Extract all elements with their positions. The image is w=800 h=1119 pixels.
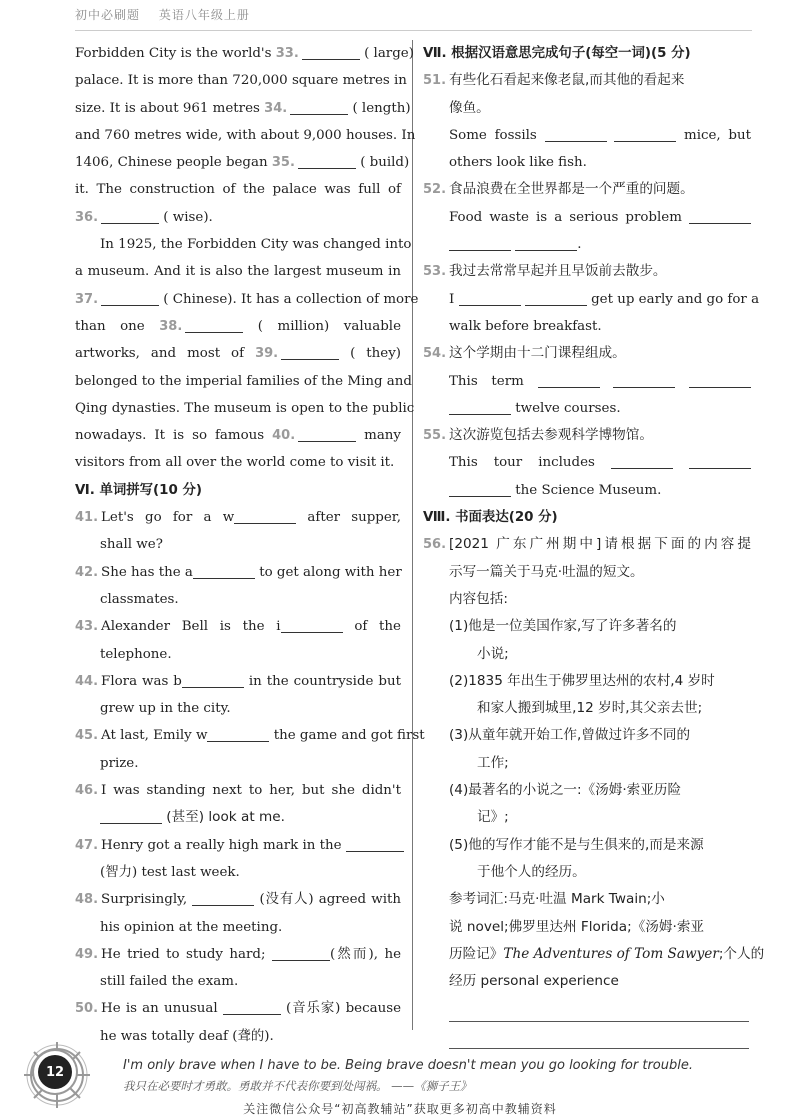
passage-line: and 760 metres wide, with about 9,000 houses. In bbox=[75, 127, 416, 143]
question-line: 像鱼。 bbox=[449, 99, 490, 116]
passage-line: 1406, Chinese people began 35. ( build) bbox=[75, 155, 410, 171]
question-41: 41. Let's go for a w after supper, bbox=[75, 510, 401, 526]
question-line: telephone. bbox=[100, 646, 172, 662]
passage-line: In 1925, the Forbidden City was changed into bbox=[100, 237, 412, 253]
question-42: 42. She has the a to get along with her bbox=[75, 564, 402, 580]
section-title: Ⅶ. 根据汉语意思完成句子(每空一词)(5 分) bbox=[423, 46, 691, 61]
passage-line: than one 38. ( million) valuable bbox=[75, 318, 401, 334]
question-line: the Science Museum. bbox=[423, 477, 751, 504]
question-line: I get up early and go for a bbox=[449, 291, 760, 307]
vocab-line: 历险记》The Adventures of Tom Sawyer;个人的 bbox=[449, 945, 765, 962]
question-line: classmates. bbox=[100, 591, 179, 607]
answer-blank[interactable] bbox=[614, 127, 676, 142]
answer-blank[interactable] bbox=[449, 482, 511, 497]
question-line: (甚至) look at me. bbox=[75, 804, 401, 831]
answer-blank[interactable] bbox=[290, 100, 348, 115]
page-number-badge: 12 bbox=[38, 1055, 72, 1089]
header-divider bbox=[75, 30, 752, 31]
answer-blank[interactable] bbox=[281, 618, 343, 633]
prompt-item: 于他个人的经历。 bbox=[477, 863, 586, 880]
answer-blank[interactable] bbox=[302, 45, 360, 60]
writing-line[interactable] bbox=[449, 1022, 749, 1049]
answer-blank[interactable] bbox=[525, 291, 587, 306]
vocab-line: 说 novel;佛罗里达州 Florida;《汤姆·索亚 bbox=[449, 918, 705, 935]
question-line: prize. bbox=[100, 755, 139, 771]
question-49: 49. He tried to study hard; (然而), he bbox=[75, 946, 401, 962]
answer-blank[interactable] bbox=[272, 946, 330, 961]
passage-line: belonged to the imperial families of the Ming and bbox=[75, 373, 412, 389]
quote-english: I'm only brave when I have to be. Being brave doesn't mean you go looking for trouble. bbox=[123, 1058, 693, 1073]
passage-line: 37. ( Chinese). It has a collection of more bbox=[75, 291, 419, 307]
question-line: his opinion at the meeting. bbox=[100, 919, 283, 935]
quote-chinese: 我只在必要时才勇敢。勇敢并不代表你要到处闯祸。 ——《狮子王》 bbox=[123, 1079, 472, 1093]
answer-blank[interactable] bbox=[182, 673, 244, 688]
passage-line: palace. It is more than 720,000 square metres in bbox=[75, 73, 407, 89]
answer-blank[interactable] bbox=[538, 373, 600, 388]
question-line: still failed the exam. bbox=[100, 974, 239, 990]
question-55: 55. 这次游览包括去参观科学博物馆。 bbox=[423, 427, 653, 444]
passage-line: a museum. And it is also the largest museum in bbox=[75, 264, 401, 280]
passage-line: it. The construction of the palace was full of bbox=[75, 182, 401, 198]
answer-blank[interactable] bbox=[192, 891, 254, 906]
passage-line: nowadays. It is so famous 40. many bbox=[75, 428, 401, 444]
footer-notice: 关注微信公众号“初高教辅站”获取更多初高中教辅资料 bbox=[243, 1102, 557, 1116]
answer-blank[interactable] bbox=[689, 209, 751, 224]
answer-blank[interactable] bbox=[613, 373, 675, 388]
left-column bbox=[75, 40, 425, 1050]
question-51: 51. 有些化石看起来像老鼠,而其他的看起来 bbox=[423, 72, 685, 89]
answer-blank[interactable] bbox=[207, 727, 269, 742]
passage-line: Qing dynasties. The museum is open to the public bbox=[75, 400, 415, 416]
answer-blank[interactable] bbox=[234, 509, 296, 524]
vocab-line: 参考词汇:马克·吐温 Mark Twain;小 bbox=[449, 891, 665, 908]
question-50: 50. He is an unusual (音乐家) because bbox=[75, 1001, 401, 1017]
section-title: Ⅵ. 单词拼写(10 分) bbox=[75, 482, 202, 498]
section-title: Ⅷ. 书面表达(20 分) bbox=[423, 510, 558, 526]
question-line: This tour includes bbox=[423, 449, 751, 476]
passage-line: artworks, and most of 39. ( they) bbox=[75, 346, 401, 362]
question-line: he was totally deaf (聋的). bbox=[100, 1028, 274, 1044]
answer-blank[interactable] bbox=[459, 291, 521, 306]
question-48: 48. Surprisingly, (没有人) agreed with bbox=[75, 892, 401, 908]
question-line: (智力) test last week. bbox=[100, 864, 240, 880]
answer-blank[interactable] bbox=[545, 127, 607, 142]
question-line: 示写一篇关于马克·吐温的短文。 bbox=[449, 563, 644, 580]
answer-blank[interactable] bbox=[611, 454, 673, 469]
question-54: 54. 这个学期由十二门课程组成。 bbox=[423, 345, 626, 362]
right-column bbox=[423, 40, 765, 1049]
answer-blank[interactable] bbox=[449, 236, 511, 251]
answer-blank[interactable] bbox=[281, 345, 339, 360]
series-title: 初中必刷题 bbox=[75, 8, 141, 22]
prompt-item: (3)从童年就开始工作,曾做过许多不同的 bbox=[449, 727, 691, 744]
prompt-item: (4)最著名的小说之一:《汤姆·索亚历险 bbox=[449, 782, 682, 799]
writing-line[interactable] bbox=[449, 995, 749, 1022]
question-47: 47. Henry got a really high mark in the bbox=[75, 832, 401, 859]
question-43: 43. Alexander Bell is the i of the bbox=[75, 619, 401, 635]
question-line: others look like fish. bbox=[449, 155, 587, 171]
prompt-item: 小说; bbox=[477, 645, 509, 662]
prompt-item: 记》; bbox=[477, 809, 509, 826]
question-line: This term bbox=[423, 368, 751, 395]
question-line: walk before breakfast. bbox=[449, 318, 602, 334]
answer-blank[interactable] bbox=[515, 236, 577, 251]
prompt-item: 和家人搬到城里,12 岁时,其父亲去世; bbox=[477, 700, 703, 717]
answer-blank[interactable] bbox=[101, 291, 159, 306]
answer-blank[interactable] bbox=[449, 400, 511, 415]
question-line: shall we? bbox=[100, 537, 163, 553]
question-line: 内容包括: bbox=[449, 590, 508, 607]
answer-blank[interactable] bbox=[689, 454, 751, 469]
page-header bbox=[75, 6, 264, 23]
question-line: Food waste is a serious problem bbox=[423, 204, 751, 231]
question-line: . bbox=[423, 231, 751, 258]
question-44: 44. Flora was b in the countryside but bbox=[75, 673, 401, 689]
answer-blank[interactable] bbox=[298, 427, 356, 442]
prompt-item: 工作; bbox=[477, 754, 509, 771]
question-46: 46. I was standing next to her, but she didn't bbox=[75, 783, 401, 799]
question-line: twelve courses. bbox=[423, 395, 751, 422]
answer-blank[interactable] bbox=[185, 318, 243, 333]
question-45: 45. At last, Emily w the game and got first bbox=[75, 728, 425, 744]
passage-line: 36. ( wise). bbox=[75, 209, 213, 225]
question-line: grew up in the city. bbox=[100, 701, 231, 717]
prompt-item: (2)1835 年出生于佛罗里达州的农村,4 岁时 bbox=[449, 672, 715, 689]
answer-blank[interactable] bbox=[223, 1000, 281, 1015]
answer-blank[interactable] bbox=[346, 837, 404, 852]
column-divider bbox=[412, 40, 413, 1030]
answer-blank[interactable] bbox=[298, 154, 356, 169]
answer-blank[interactable] bbox=[193, 564, 255, 579]
answer-blank[interactable] bbox=[689, 373, 751, 388]
vocab-line: 经历 personal experience bbox=[449, 973, 619, 990]
answer-blank[interactable] bbox=[100, 809, 162, 824]
book-title: 英语八年级上册 bbox=[158, 8, 250, 22]
passage-line: visitors from all over the world come to visit it. bbox=[75, 455, 395, 471]
passage-line: Forbidden City is the world's 33. ( large) bbox=[75, 46, 414, 61]
passage-line: size. It is about 961 metres 34. ( length) bbox=[75, 100, 411, 116]
question-52: 52. 食品浪费在全世界都是一个严重的问题。 bbox=[423, 181, 694, 198]
question-56: 56. [2021 广东广州期中]请根据下面的内容提 bbox=[423, 536, 751, 553]
prompt-item: (1)他是一位美国作家,写了许多著名的 bbox=[449, 618, 677, 635]
prompt-item: (5)他的写作才能不是与生俱来的,而是来源 bbox=[449, 836, 704, 853]
question-line: Some fossils mice, but bbox=[449, 127, 751, 143]
question-53: 53. 我过去常常早起并且早饭前去散步。 bbox=[423, 263, 667, 280]
answer-blank[interactable] bbox=[101, 209, 159, 224]
